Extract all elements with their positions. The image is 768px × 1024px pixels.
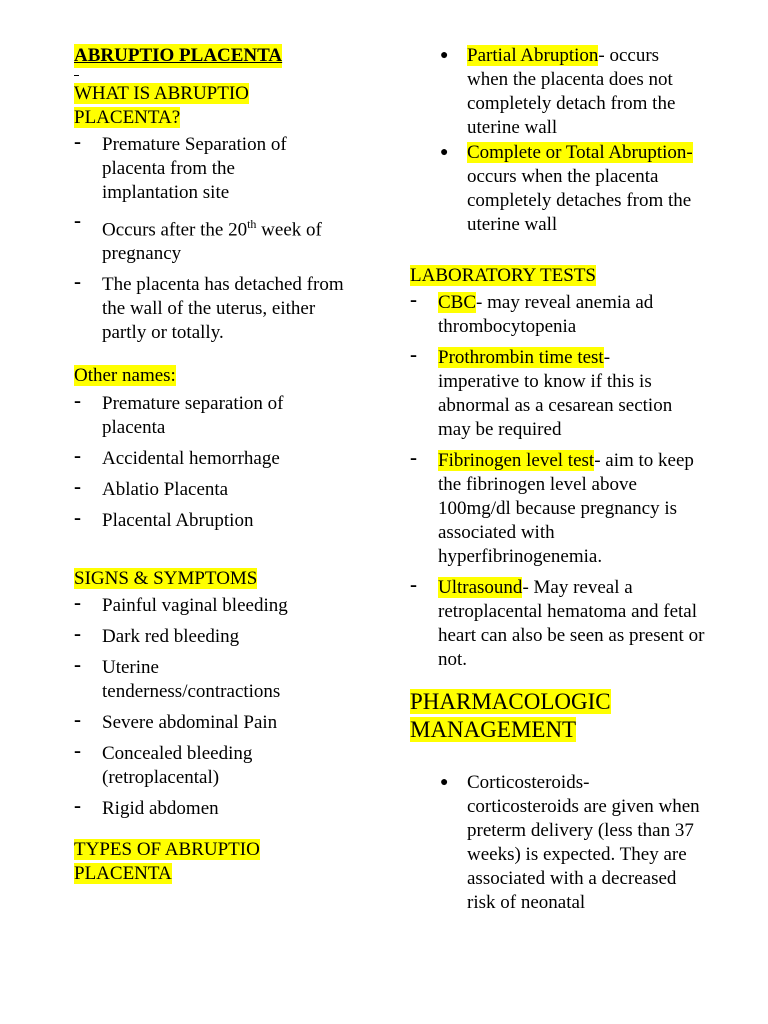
list-item-text-post: week of pregnancy (102, 219, 322, 265)
list-item (410, 445, 710, 569)
list-item (74, 590, 374, 618)
types-heading-block (74, 838, 304, 886)
list-item (410, 572, 710, 672)
list-item (74, 707, 374, 735)
lab-desc: - may reveal anemia ad thrombocytopenia (438, 292, 654, 337)
list-item-text: Dark red bleeding (102, 626, 240, 648)
list-item-text: Uterine tenderness/contractions (102, 657, 281, 703)
dash-bullet-icon: - (74, 621, 81, 646)
list-item (74, 443, 374, 471)
dash-bullet-icon: - (74, 738, 81, 763)
list-item-text: Painful vaginal bleeding (102, 595, 288, 617)
dash-bullet-icon: - (74, 208, 81, 232)
lab-heading-block (410, 264, 710, 288)
list-item-text: Ablatio Placenta (102, 479, 229, 501)
lab-term: Fibrinogen level test (438, 450, 595, 471)
document-title-block (74, 44, 374, 76)
what-is-heading: WHAT IS ABRUPTIO PLACENTA? (74, 83, 249, 128)
type-term: Complete or Total Abruption- (467, 142, 693, 163)
other-names-heading-block (74, 364, 374, 388)
what-is-list (74, 129, 374, 345)
lab-term: Prothrombin time test (438, 347, 604, 368)
list-item (410, 287, 710, 339)
list-item-text: Rigid abdomen (102, 798, 219, 820)
dash-bullet-icon: - (74, 129, 81, 153)
dash-bullet-icon: - (410, 572, 417, 596)
dash-bullet-icon: - (74, 269, 81, 294)
list-item-text-pre: Occurs after the 20 (102, 219, 248, 241)
dash-bullet-icon: - (74, 443, 81, 468)
list-item (410, 342, 695, 442)
pharm-item-text: Corticosteroids- corticosteroids are given when preterm delivery (less than 37 weeks) is expected. They are associated with a decreased risk of neonatal (467, 772, 700, 913)
list-item (74, 269, 344, 345)
list-item (410, 44, 700, 140)
bullet-dot-icon: ● (440, 145, 449, 160)
pharm-heading-line2: MANAGEMENT (410, 717, 577, 742)
dash-bullet-icon: - (74, 474, 81, 499)
lab-desc: - May reveal a retroplacental hematoma and fetal heart can also be seen as present or not. (438, 577, 705, 670)
lab-list (410, 287, 710, 672)
dash-bullet-icon: - (74, 793, 81, 818)
lab-term: CBC (438, 292, 477, 313)
superscript: th (247, 217, 257, 231)
list-item (74, 388, 329, 440)
dash-bullet-icon: - (74, 590, 81, 615)
list-item-text: Severe abdominal Pain (102, 712, 278, 734)
other-names-list (74, 388, 374, 533)
list-item (410, 771, 700, 915)
list-item (74, 621, 374, 649)
list-item (74, 738, 289, 790)
lab-desc: - imperative to know if this is abnormal as a cesarean section may be required (438, 347, 673, 440)
pharm-heading-block (410, 688, 710, 744)
list-item (74, 505, 374, 533)
list-item (410, 141, 710, 237)
type-desc: - occurs when the placenta does not completely detach from the uterine wall (467, 45, 676, 138)
list-item (74, 129, 329, 205)
document-title: ABRUPTIO PLACENTA (74, 45, 283, 66)
list-item (74, 652, 314, 704)
type-term: Partial Abruption (467, 45, 599, 66)
pharm-list (410, 771, 710, 915)
other-names-heading: Other names: (74, 365, 176, 387)
list-item-text: The placenta has detached from the wall of the uterus, either partly or totally. (102, 274, 344, 344)
pharm-heading-line1: PHARMACOLOGIC (410, 689, 611, 714)
dash-bullet-icon: - (410, 342, 417, 366)
right-column (410, 44, 710, 916)
bullet-dot-icon: ● (440, 775, 449, 790)
list-item-text: Premature Separation of placenta from the implantation site (102, 134, 287, 203)
list-item-text: Placental Abruption (102, 510, 254, 532)
list-item (74, 208, 334, 266)
dash-bullet-icon: - (74, 505, 81, 530)
lab-term: Ultrasound (438, 577, 523, 598)
list-item (74, 474, 374, 502)
bullet-dot-icon: ● (440, 48, 449, 63)
signs-list (74, 590, 374, 821)
title-underline-mark (74, 75, 79, 76)
types-list (410, 44, 710, 237)
types-heading: TYPES OF ABRUPTIO PLACENTA (74, 839, 260, 885)
lab-desc: - aim to keep the fibrinogen level above 100mg/dl because pregnancy is associated with hyperfibrinogenemia. (438, 450, 694, 567)
left-column (74, 44, 374, 889)
dash-bullet-icon: - (74, 707, 81, 732)
dash-bullet-icon: - (74, 388, 81, 413)
list-item (74, 793, 374, 821)
signs-heading-block (74, 567, 374, 591)
dash-bullet-icon: - (410, 287, 417, 311)
what-is-heading-block (74, 82, 289, 130)
type-desc: occurs when the placenta completely detaches from the uterine wall (467, 166, 692, 235)
dash-bullet-icon: - (410, 445, 417, 469)
list-item-text: Accidental hemorrhage (102, 448, 280, 470)
lab-heading: LABORATORY TESTS (410, 265, 596, 286)
signs-heading: SIGNS & SYMPTOMS (74, 568, 258, 590)
list-item-text: Concealed bleeding (retroplacental) (102, 743, 253, 789)
dash-bullet-icon: - (74, 652, 81, 677)
list-item-text: Premature separation of placenta (102, 393, 284, 439)
